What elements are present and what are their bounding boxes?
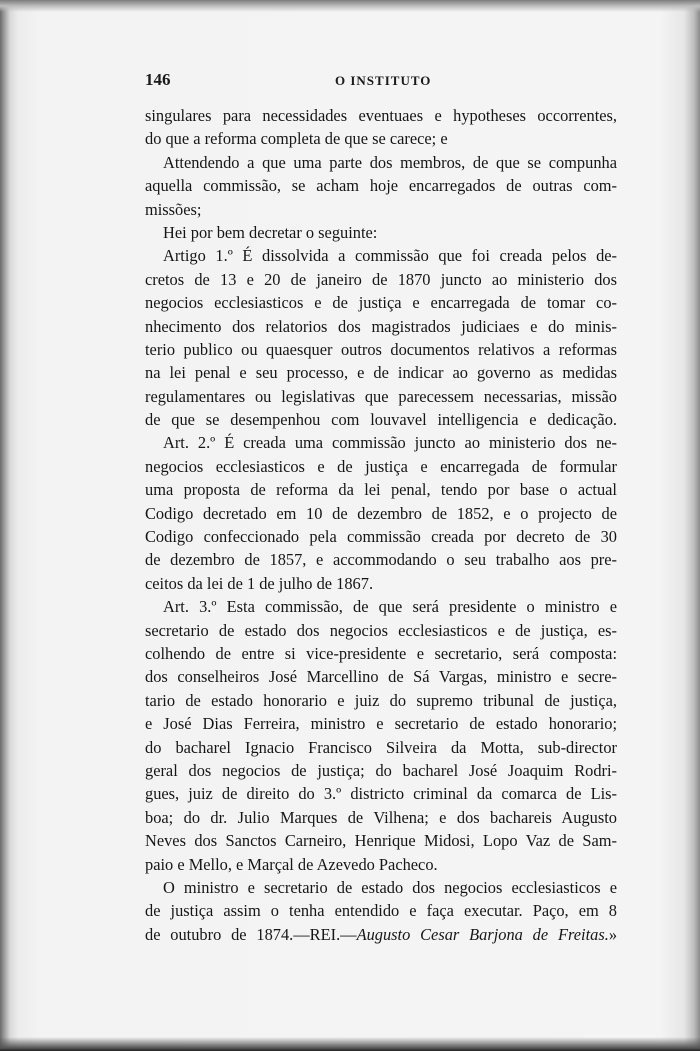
text-line: regulamentares ou legislativas que parecessem necessarias, missão — [145, 386, 617, 406]
body-text — [145, 104, 617, 946]
text-line: do que a reforma completa de que se carece; e — [145, 129, 448, 149]
article-1 — [145, 244, 617, 431]
page-header — [145, 70, 617, 92]
text-line: ceitos da lei de 1 de julho de 1867. — [145, 573, 374, 593]
text-line: tario de estado honorario e juiz do supremo tribunal de justiça, — [145, 690, 617, 710]
text-line: negocios ecclesiasticos e de justiça e encarregada de tomar co- — [145, 293, 617, 313]
text-line: paio e Mello, e Marçal de Azevedo Pacheco. — [145, 854, 438, 874]
article-2 — [145, 431, 617, 595]
text-line: de que se desempenhou com louvavel intelligencia e dedicação. — [145, 410, 617, 430]
text-line: gues, juiz de direito do 3.º districto criminal da comarca de Lis- — [145, 784, 617, 804]
text-line: de dezembro de 1857, e accommodando o seu trabalho aos pre- — [145, 550, 617, 570]
text-line: geral dos negocios de justiça; do bacharel José Joaquim Rodri- — [145, 760, 617, 780]
text-line: aquella commissão, se acham hoje encarregados de outras com- — [145, 176, 617, 196]
text-line: negocios ecclesiasticos e de justiça e encarregada de formular — [145, 456, 617, 476]
text-line: uma proposta de reforma da lei penal, tendo por base o actual — [145, 480, 617, 500]
closing-quote: » — [608, 924, 617, 944]
page-number: 146 — [145, 70, 171, 89]
paragraph — [145, 104, 617, 151]
closing-date: de outubro de 1874.—REI.— — [145, 924, 357, 944]
text-line: boa; do dr. Julio Marques de Vilhena; e dos bachareis Augusto — [145, 807, 617, 827]
text-line: nhecimento dos relatorios dos magistrados judiciaes e do minis- — [145, 316, 617, 336]
text-line: dos conselheiros José Marcellino de Sá Vargas, ministro e secre- — [145, 667, 617, 687]
text-line: Artigo 1.º É dissolvida a commissão que foi creada pelos de- — [163, 246, 617, 266]
paragraph — [145, 151, 617, 221]
text-line: Neves dos Sanctos Carneiro, Henrique Midosi, Lopo Vaz de Sam- — [145, 831, 617, 851]
closing-line — [145, 923, 617, 946]
text-line: Art. 3.º Esta commissão, de que será presidente o ministro e — [163, 597, 617, 617]
text-line: Codigo confeccionado pela commissão creada por decreto de 30 — [145, 527, 617, 547]
text-line: cretos de 13 e 20 de janeiro de 1870 juncto ao ministerio dos — [145, 269, 617, 289]
text-line: colhendo de entre si vice-presidente e secretario, será composta: — [145, 643, 617, 663]
text-line: missões; — [145, 199, 202, 219]
text-line: Attendendo a que uma parte dos membros, de que se compunha — [163, 152, 617, 172]
closing-paragraph — [145, 876, 617, 946]
text-line: terio publico ou quaesquer outros documentos relativos a reformas — [145, 339, 617, 359]
article-3 — [145, 595, 617, 876]
text-line: Art. 2.º É creada uma commissão juncto ao ministerio dos ne- — [163, 433, 617, 453]
page-edge-top — [0, 0, 700, 12]
text-line: secretario de estado dos negocios ecclesiasticos e de justiça, es- — [145, 620, 617, 640]
text-line: do bacharel Ignacio Francisco Silveira da Motta, sub-director — [145, 737, 617, 757]
paragraph — [145, 221, 617, 244]
page-edge-bottom — [0, 1037, 700, 1051]
text-line: de justiça assim o tenha entendido e faça executar. Paço, em 8 — [145, 901, 617, 921]
running-head: O INSTITUTO — [335, 73, 432, 88]
signature: Augusto Cesar Barjona de Freitas. — [356, 924, 609, 944]
text-line: e José Dias Ferreira, ministro e secretario de estado honorario; — [145, 714, 617, 734]
text-line: na lei penal e seu processo, e de indicar ao governo as medidas — [145, 363, 617, 383]
text-line: Hei por bem decretar o seguinte: — [163, 222, 378, 242]
text-line: Codigo decretado em 10 de dezembro de 1852, e o projecto de — [145, 503, 617, 523]
text-line: O ministro e secretario de estado dos negocios ecclesiasticos e — [163, 877, 617, 897]
text-line: singulares para necessidades eventuaes e hypotheses occorrentes, — [145, 106, 617, 125]
